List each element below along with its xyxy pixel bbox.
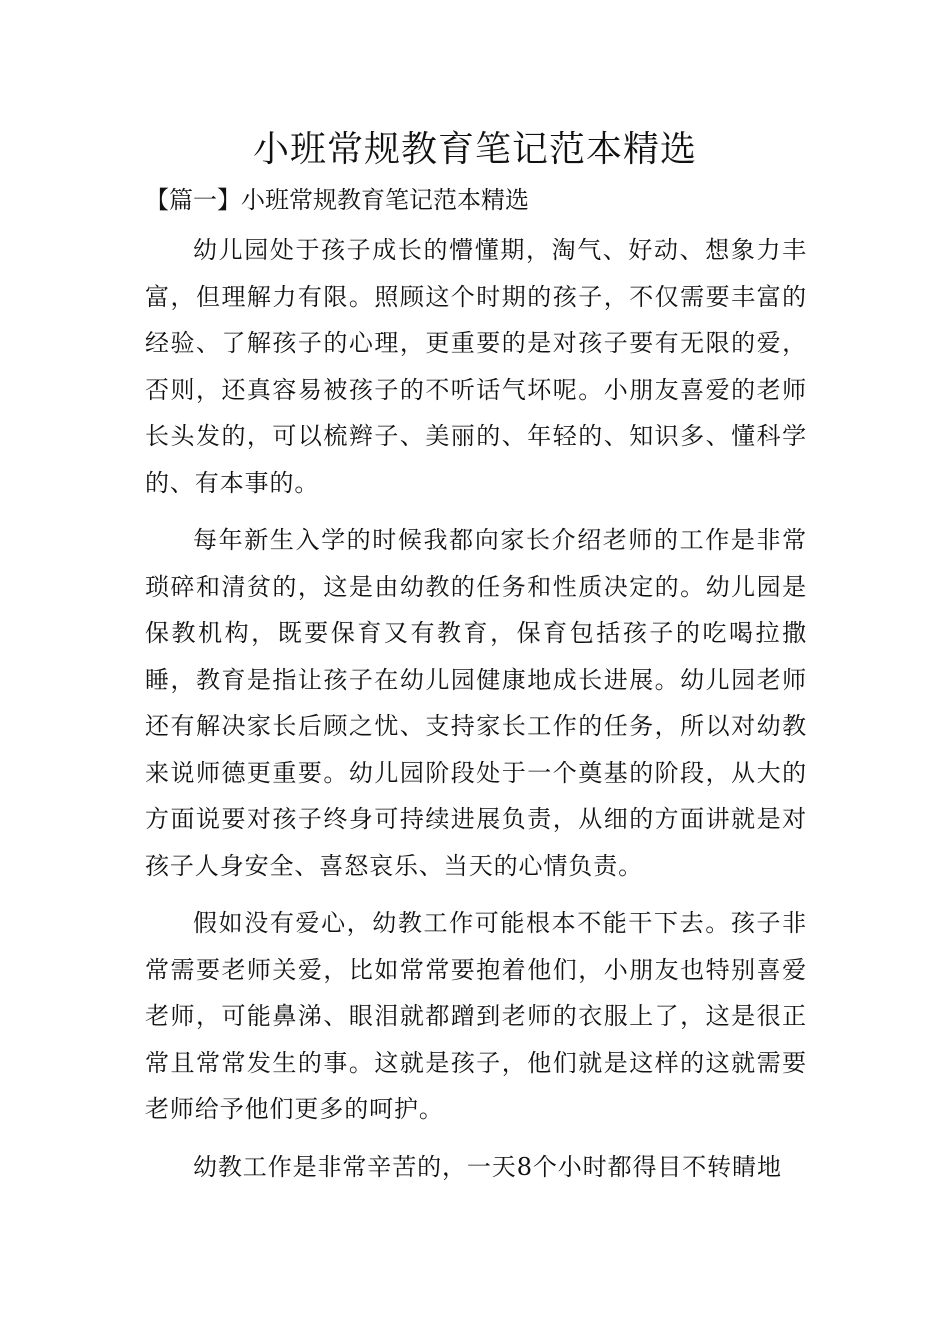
- paragraph-4: 幼教工作是非常辛苦的，一天8个小时都得目不转睛地: [193, 1152, 782, 1181]
- document-title: 小班常规教育笔记范本精选: [252, 129, 697, 170]
- paragraph-2: 每年新生入学的时候我都向家长介绍老师的工作是非常琐碎和清贫的，这是由幼教的任务和性质决定的。幼儿园是保教机构，既要保育又有教育，保育包括孩子的吃喝拉撒睡，教育是指让孩子在幼儿园健康地成长进展。幼儿园老师还有解决家长后顾之忧、支持家长工作的任务，所以对幼教来说师德更重要。幼儿园阶段处于一个奠基的阶段，从大的方面说要对孩子终身可持续进展负责，从细的方面讲就是对孩子人身安全、喜怒哀乐、当天的心情负责。: [145, 526, 807, 880]
- section-heading: 【篇一】小班常规教育笔记范本精选: [145, 186, 529, 214]
- paragraph-1: 幼儿园处于孩子成长的懵懂期，淘气、好动、想象力丰富，但理解力有限。照顾这个时期的孩子，不仅需要丰富的经验、了解孩子的心理，更重要的是对孩子要有无限的爱，否则，还真容易被孩子的不听话气坏呢。小朋友喜爱的老师长头发的，可以梳辫子、美丽的、年轻的、知识多、懂科学的、有本事的。: [145, 236, 807, 497]
- paragraph-3: 假如没有爱心，幼教工作可能根本不能干下去。孩子非常需要老师关爱，比如常常要抱着他们，小朋友也特别喜爱老师，可能鼻涕、眼泪就都蹭到老师的衣服上了，这是很正常且常常发生的事。这就是孩子，他们就是这样的这就需要老师给予他们更多的呵护。: [145, 909, 807, 1123]
- document-body: [145, 227, 807, 1190]
